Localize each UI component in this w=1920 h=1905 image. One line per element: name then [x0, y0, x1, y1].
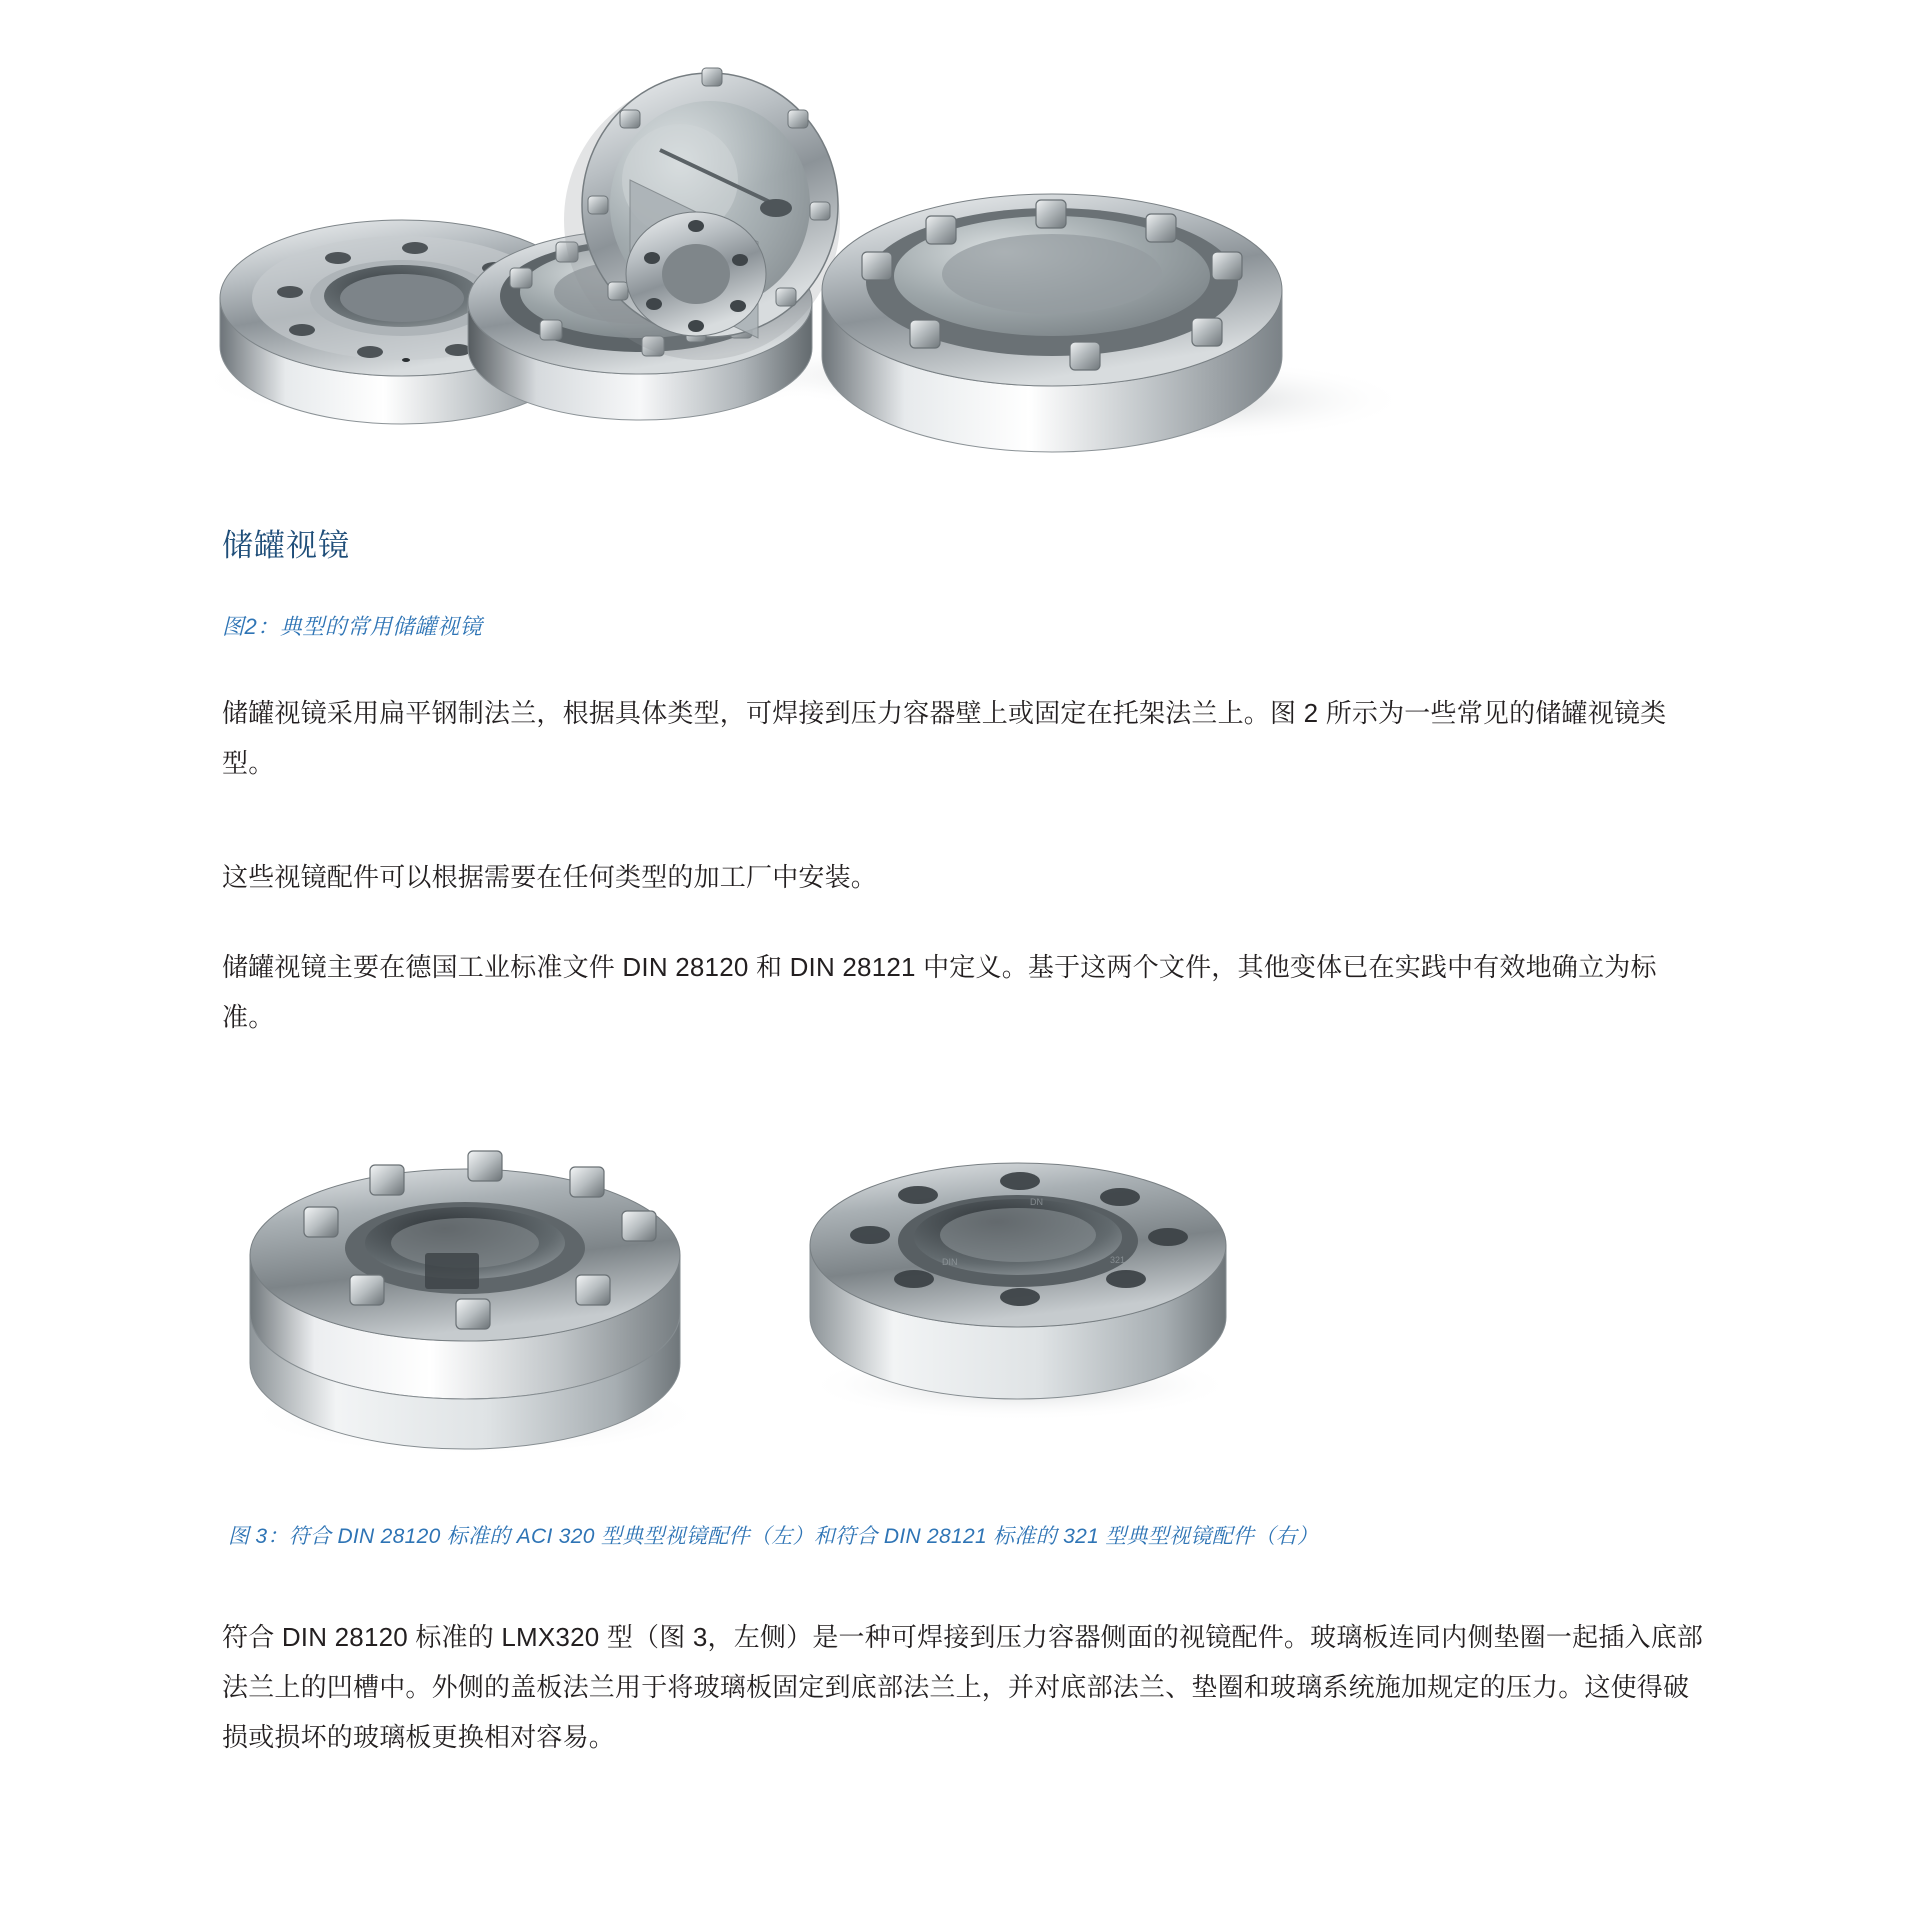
paragraph-3: 储罐视镜主要在德国工业标准文件 DIN 28120 和 DIN 28121 中定义。基于这两个文件，其他变体已在实践中有效地确立为标准。 [222, 952, 1657, 1032]
flange-large [822, 194, 1282, 452]
paragraph-4: 符合 DIN 28120 标准的 LMX320 型（图 3，左侧）是一种可焊接到压力容器侧面的视镜配件。玻璃板连同内侧垫圈一起插入底部法兰上的凹槽中。外侧的盖板法兰用于将玻璃板固定到底部法兰上，并对底部法兰、垫圈和玻璃系统施加规定的压力。这使得破损或损坏的玻璃板更换相对容易。 [222, 1622, 1704, 1752]
section-heading: 储罐视镜 [222, 528, 350, 563]
sight-glass-type-321 [810, 1163, 1226, 1399]
sight-glass-aci-320 [250, 1151, 680, 1449]
svg-text:DN: DN [1030, 1197, 1043, 1207]
svg-text:321: 321 [1110, 1255, 1126, 1265]
paragraph-2: 这些视镜配件可以根据需要在任何类型的加工厂中安装。 [222, 862, 878, 892]
figure-3-caption: 图 3：符合 DIN 28120 标准的 ACI 320 型典型视镜配件（左）和符合 DIN 28121 标准的 321 型典型视镜配件（右） [228, 1525, 1319, 1548]
flange-hinged [564, 68, 840, 360]
figure-2-caption: 图2：典型的常用储罐视镜 [222, 614, 483, 639]
figure-3-image [230, 1085, 1350, 1485]
paragraph-1: 储罐视镜采用扁平钢制法兰，根据具体类型，可焊接到压力容器壁上或固定在托架法兰上。图 2 所示为一些常见的储罐视镜类型。 [222, 698, 1667, 778]
figure-2-image [210, 30, 1400, 500]
svg-text:DIN: DIN [942, 1257, 958, 1267]
